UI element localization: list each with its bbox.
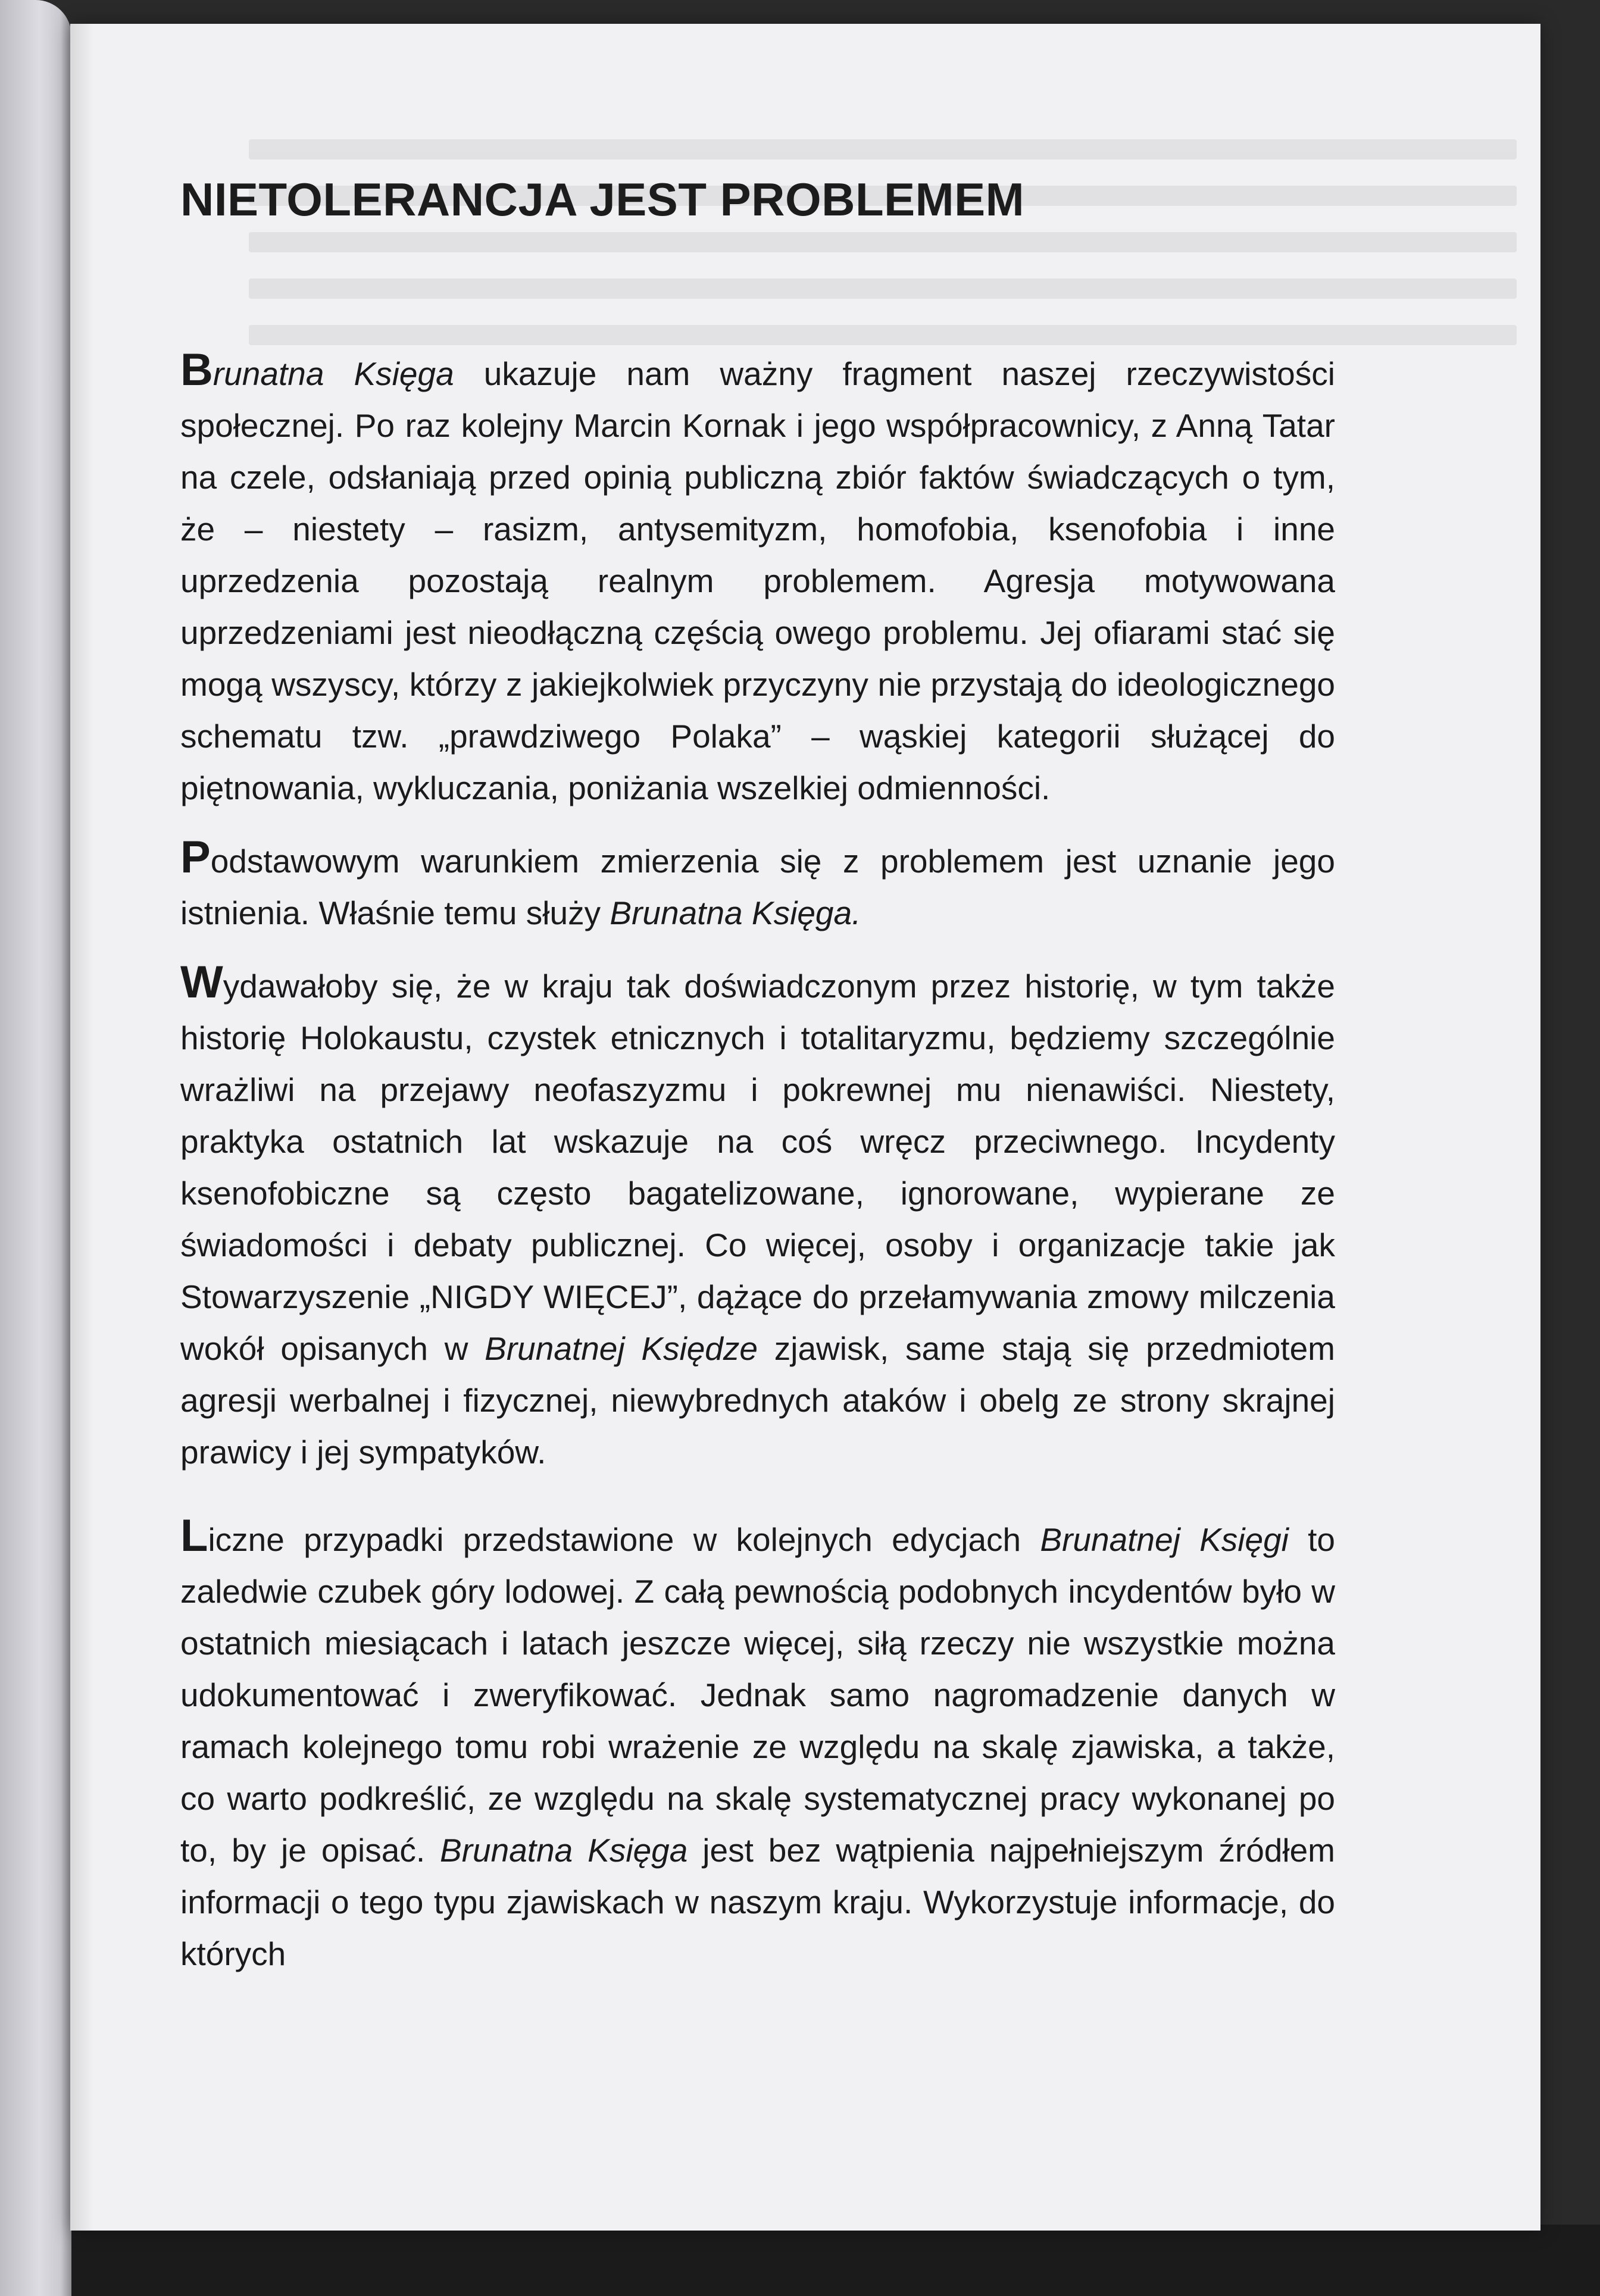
dropcap: L — [180, 1510, 208, 1561]
text-segment: jest bez wątpienia najpełniejszym źródłem informacji o tego typu zjawiskach w naszym kraju. Wykorzystuje informacje, do których — [180, 1832, 1335, 1972]
page-content — [180, 173, 1335, 2001]
text-segment: Brunatnej Księgi — [1040, 1521, 1289, 1558]
text-segment: zjawisk, same stają się przedmiotem agresji werbalnej i fizycznej, niewybrednych ataków i obelg ze strony skrajnej prawicy i jej sympatyków. — [180, 1330, 1335, 1471]
book-page — [70, 24, 1540, 2231]
paragraph-2 — [180, 832, 1335, 939]
text-segment: Brunatnej Księdze — [485, 1330, 758, 1367]
paragraph-4 — [180, 1510, 1335, 1980]
left-page-edge — [0, 0, 71, 2296]
text-segment: ydawałoby się, że w kraju tak doświadczonym przez historię, w tym także historię Holokaustu, czystek etnicznych i totalitaryzmu, będziemy szczególnie wrażliwi na przejawy neofaszyzmu i pokrewnej mu nienawiści. Niestety, praktyka ostatnich lat wskazuje na coś wręcz przeciwnego. Incydenty ksenofobiczne są często bagatelizowane, ignorowane, wypierane ze świadomości i debaty publicznej. Co więcej, osoby i organizacje takie jak Stowarzyszenie „NIGDY WIĘCEJ”, dążące do przełamywania zmowy milczenia wokół opisanych w — [180, 968, 1335, 1367]
text-segment: Brunatna Księga — [440, 1832, 688, 1869]
text-segment: iczne przypadki przedstawione w kolejnych edycjach — [208, 1521, 1040, 1558]
text-segment: runatna Księga — [212, 355, 454, 392]
dropcap: B — [180, 345, 213, 395]
paragraph-1 — [180, 345, 1335, 814]
text-segment: Brunatna Księga. — [610, 894, 861, 931]
backdrop — [0, 2225, 1600, 2296]
text-segment: odstawowym warunkiem zmierzenia się z problemem jest uznanie jego istnienia. Właśnie temu służy — [180, 843, 1335, 931]
paragraph-3 — [180, 957, 1335, 1478]
dropcap: W — [180, 957, 223, 1008]
text-segment: to zaledwie czubek góry lodowej. Z całą pewnością podobnych incydentów było w ostatnich miesiącach i latach jeszcze więcej, siłą rzeczy nie wszystkie można udokumentować i zweryfikować. Jednak samo nagromadzenie danych w ramach kolejnego tomu robi wrażenie ze względu na skalę zjawiska, a także, co warto podkreślić, ze względu na skalę systematycznej pracy wykonanej po to, by je opisać. — [180, 1521, 1335, 1869]
text-segment: ukazuje nam ważny fragment naszej rzeczywistości społecznej. Po raz kolejny Marcin Kornak i jego współpracownicy, z Anną Tatar na czele, odsłaniają przed opinią publiczną zbiór faktów świadczących o tym, że – niestety – rasizm, antysemityzm, homofobia, ksenofobia i inne uprzedzenia pozostają realnym problemem. Agresja motywowana uprzedzeniami jest nieodłączną częścią owego problemu. Jej ofiarami stać się mogą wszyscy, którzy z jakiejkolwiek przyczyny nie przystają do ideologicznego schematu tzw. „prawdziwego Polaka” – wąskiej kategorii służącej do piętnowania, wykluczania, poniżania wszelkiej odmienności. — [180, 355, 1335, 806]
dropcap: P — [180, 832, 211, 883]
page-heading: NIETOLERANCJA JEST PROBLEMEM — [180, 173, 1025, 226]
